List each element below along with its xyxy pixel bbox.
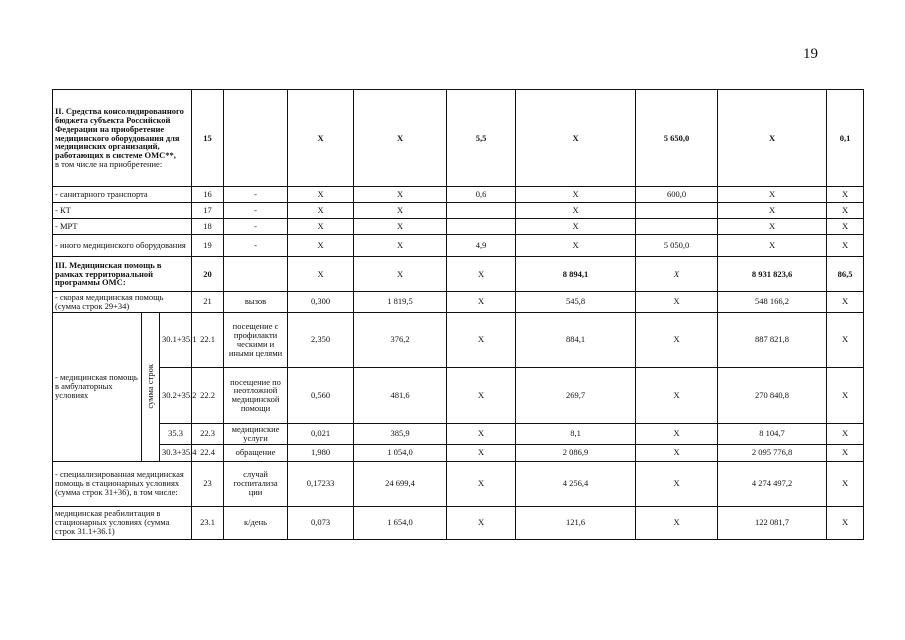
value-cell: X [827,444,864,461]
value-cell: X [827,461,864,506]
value-cell: X [288,187,354,203]
value-cell: 8 931 823,6 [718,257,827,292]
unit-cell: - [224,203,288,219]
value-cell: 0,17233 [288,461,354,506]
value-cell: X [636,506,718,539]
unit-cell: - [224,219,288,235]
value-cell: 0,1 [827,90,864,187]
row-name: - медицинская помощь в амбулаторных условиях [53,312,142,461]
row-number: 22.2 [192,367,224,423]
value-cell: 545,8 [516,292,636,313]
value-cell [447,219,516,235]
table-row [53,203,864,219]
table-row [53,444,864,461]
unit-cell [224,257,288,292]
value-cell: 5,5 [447,90,516,187]
value-cell: X [827,312,864,367]
value-cell: X [354,90,447,187]
value-cell [636,203,718,219]
row-number: 15 [192,90,224,187]
value-cell: 8 104,7 [718,423,827,444]
sub-row-code: 30.1+35.1 [160,312,192,367]
value-cell: X [288,235,354,257]
row-number: 22.4 [192,444,224,461]
table-row [53,423,864,444]
unit-cell: случай госпитализа ции [224,461,288,506]
value-cell: 2,350 [288,312,354,367]
unit-cell: - [224,235,288,257]
row-number: 18 [192,219,224,235]
vertical-label-cell [142,312,160,461]
row-number: 17 [192,203,224,219]
row-number: 16 [192,187,224,203]
value-cell: X [827,367,864,423]
sub-row-code: 30.2+35.2 [160,367,192,423]
value-cell: X [447,444,516,461]
value-cell: X [827,187,864,203]
unit-cell [224,90,288,187]
table-row [53,90,864,187]
value-cell: 4 274 497,2 [718,461,827,506]
value-cell: X [827,506,864,539]
unit-cell: посещение по неотложной медицинской помощи [224,367,288,423]
value-cell: X [447,506,516,539]
sub-row-code: 35.3 [160,423,192,444]
value-cell: X [447,367,516,423]
value-cell: 122 081,7 [718,506,827,539]
value-cell [636,219,718,235]
table-row [53,506,864,539]
unit-cell: посещение с профилакти ческими и иными целями [224,312,288,367]
table-row [53,257,864,292]
value-cell: 270 840,8 [718,367,827,423]
page-number: 19 [803,46,818,62]
value-cell: 8 894,1 [516,257,636,292]
row-name: - КТ [53,203,192,219]
table-row [53,367,864,423]
row-name: - санитарного транспорта [53,187,192,203]
row-number: 22.3 [192,423,224,444]
value-cell: X [827,203,864,219]
value-cell: X [718,187,827,203]
value-cell: 1 654,0 [354,506,447,539]
value-cell: 376,2 [354,312,447,367]
value-cell: X [447,423,516,444]
value-cell: X [354,203,447,219]
value-cell: X [827,235,864,257]
value-cell: X [636,292,718,313]
value-cell: 887 821,8 [718,312,827,367]
value-cell: X [636,461,718,506]
value-cell: 0,300 [288,292,354,313]
value-cell: X [288,219,354,235]
value-cell: X [354,187,447,203]
table-row [53,219,864,235]
row-name: - специализированная медицинская помощь в стационарных условиях (сумма строк 31+36), в том числе: [53,461,192,506]
value-cell: 4,9 [447,235,516,257]
value-cell: X [288,203,354,219]
value-cell: X [288,257,354,292]
table-row [53,235,864,257]
value-cell: 884,1 [516,312,636,367]
value-cell: X [827,292,864,313]
value-cell: X [354,257,447,292]
row-name: медицинская реабилитация в стационарных условиях (сумма строк 31.1+36.1) [53,506,192,539]
row-number: 20 [192,257,224,292]
value-cell: 0,021 [288,423,354,444]
value-cell: 24 699,4 [354,461,447,506]
value-cell: 86,5 [827,257,864,292]
program-financing-table [52,89,864,540]
row-number: 19 [192,235,224,257]
value-cell: 0,560 [288,367,354,423]
value-cell: 5 650,0 [636,90,718,187]
value-cell: X [516,235,636,257]
value-cell: X [718,203,827,219]
unit-cell: обращение [224,444,288,461]
value-cell: X [636,312,718,367]
value-cell: X [718,90,827,187]
row-number: 22.1 [192,312,224,367]
value-cell: 481,6 [354,367,447,423]
value-cell: 4 256,4 [516,461,636,506]
row-name: - скорая медицинская помощь (сумма строк 29+34) [53,292,192,313]
value-cell: 1,980 [288,444,354,461]
value-cell: X [447,312,516,367]
row-name: II. Средства консолидированного бюджета субъекта Российской Федерации на приобретение медицинского оборудования для медицинских организаций, работающих в системе ОМС**, в том числе на приобретение: [53,90,192,187]
value-cell: 2 086,9 [516,444,636,461]
value-cell: 8,1 [516,423,636,444]
value-cell: X [827,423,864,444]
sub-row-code: 30.3+35.4 [160,444,192,461]
unit-cell: вызов [224,292,288,313]
value-cell: X [718,219,827,235]
unit-cell: к/день [224,506,288,539]
value-cell: 1 054,0 [354,444,447,461]
value-cell: X [636,423,718,444]
unit-cell: медицинские услуги [224,423,288,444]
value-cell: X [718,235,827,257]
row-number: 23.1 [192,506,224,539]
table-row [53,312,864,367]
value-cell: X [516,203,636,219]
value-cell: 121,6 [516,506,636,539]
vertical-label: сумма строк [145,363,156,409]
value-cell: X [354,219,447,235]
table-row [53,292,864,313]
value-cell: X [636,444,718,461]
value-cell: X [516,187,636,203]
row-number: 21 [192,292,224,313]
value-cell: 0,6 [447,187,516,203]
value-cell: 600,0 [636,187,718,203]
value-cell: 269,7 [516,367,636,423]
value-cell: X [447,292,516,313]
row-name: - иного медицинского оборудования [53,235,192,257]
value-cell: X [447,257,516,292]
row-name: - МРТ [53,219,192,235]
unit-cell: - [224,187,288,203]
value-cell: X [827,219,864,235]
value-cell: 385,9 [354,423,447,444]
value-cell: 548 166,2 [718,292,827,313]
value-cell: 1 819,5 [354,292,447,313]
value-cell: 0,073 [288,506,354,539]
table-row [53,461,864,506]
value-cell: X [354,235,447,257]
value-cell: X [516,90,636,187]
table-row [53,187,864,203]
row-name: III. Медицинская помощь в рамках территориальной программы ОМС: [53,257,192,292]
value-cell [447,203,516,219]
row-number: 23 [192,461,224,506]
value-cell: 2 095 776,8 [718,444,827,461]
value-cell: X [516,219,636,235]
value-cell: 5 050,0 [636,235,718,257]
value-cell: X [636,257,718,292]
value-cell: X [636,367,718,423]
value-cell: X [447,461,516,506]
value-cell: X [288,90,354,187]
